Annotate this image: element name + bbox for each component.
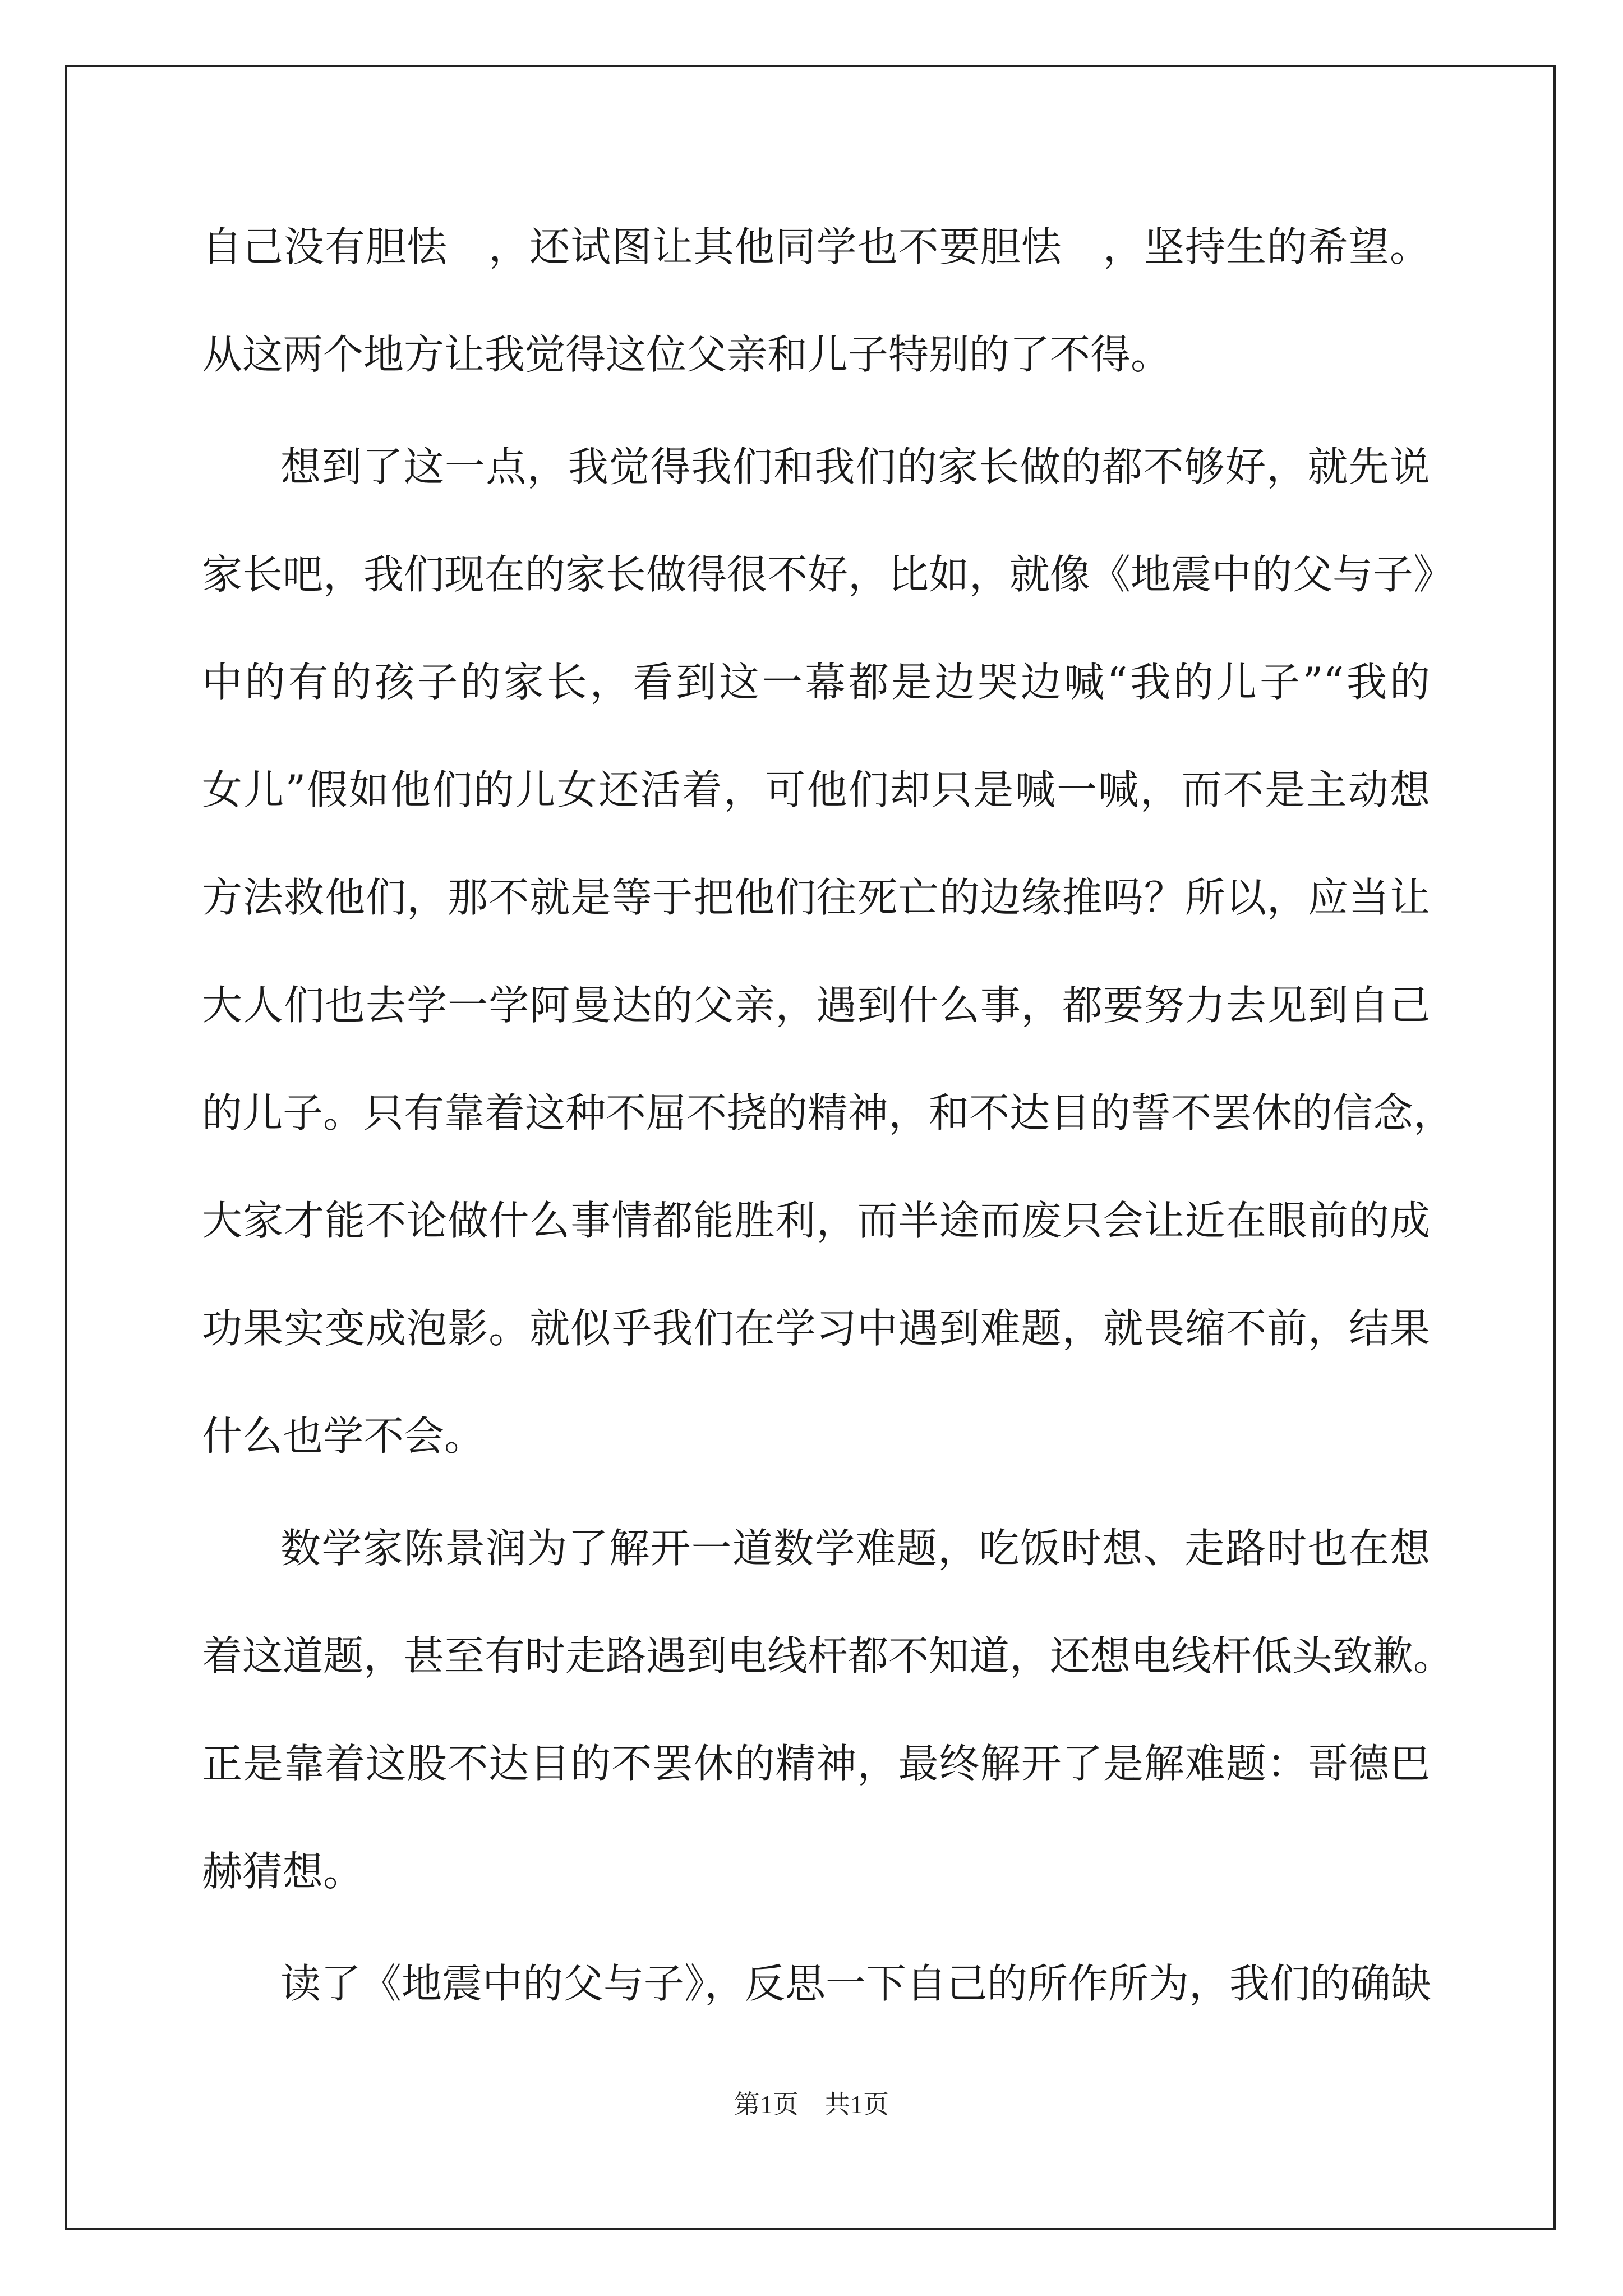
text-line: 正是靠着这股不达目的不罢休的精神，最终解开了是解难题：哥德巴 [202,1740,1430,1787]
text-line: 女儿”假如他们的儿女还活着，可他们却只是喊一喊，而不是主动想 [202,766,1430,813]
text-line: 着这道题，甚至有时走路遇到电线杆都不知道，还想电线杆低头致歉。 [202,1632,1454,1680]
text-line: 数学家陈景润为了解开一道数学难题，吃饭时想、走路时也在想 [280,1525,1430,1572]
text-line: 想到了这一点，我觉得我们和我们的家长做的都不够好，就先说 [280,443,1430,490]
text-line: 中的有的孩子的家长，看到这一幕都是边哭边喊“我的儿子”“我的 [202,659,1430,706]
text-line: 读了《地震中的父与子》，反思一下自己的所作所为，我们的确缺 [280,1960,1432,2007]
text-line: 赫猜想。 [202,1848,364,1895]
text-line: 大人们也去学一学阿曼达的父亲，遇到什么事，都要努力去见到自己 [202,982,1430,1029]
text-line: 什么也学不会。 [202,1412,485,1460]
text-line: 大家才能不论做什么事情都能胜利，而半途而废只会让近在眼前的成 [202,1197,1430,1244]
text-line: 家长吧，我们现在的家长做得很不好，比如，就像《地震中的父与子》 [202,551,1454,598]
text-line: 从这两个地方让我觉得这位父亲和儿子特别的了不得。 [202,331,1172,378]
text-line: 的儿子。只有靠着这种不屈不挠的精神，和不达目的誓不罢休的信念， [202,1089,1454,1137]
page-number-footer: 第1页 共1页 [734,2090,889,2119]
text-line: 功果实变成泡影。就似乎我们在学习中遇到难题，就畏缩不前，结果 [202,1305,1430,1352]
page-border [65,65,1556,2230]
text-line: 方法救他们，那不就是等于把他们往死亡的边缘推吗？所以，应当让 [202,874,1430,921]
text-line: 自己没有胆怯 ，还试图让其他同学也不要胆怯 ，坚持生的希望。 [202,223,1430,270]
